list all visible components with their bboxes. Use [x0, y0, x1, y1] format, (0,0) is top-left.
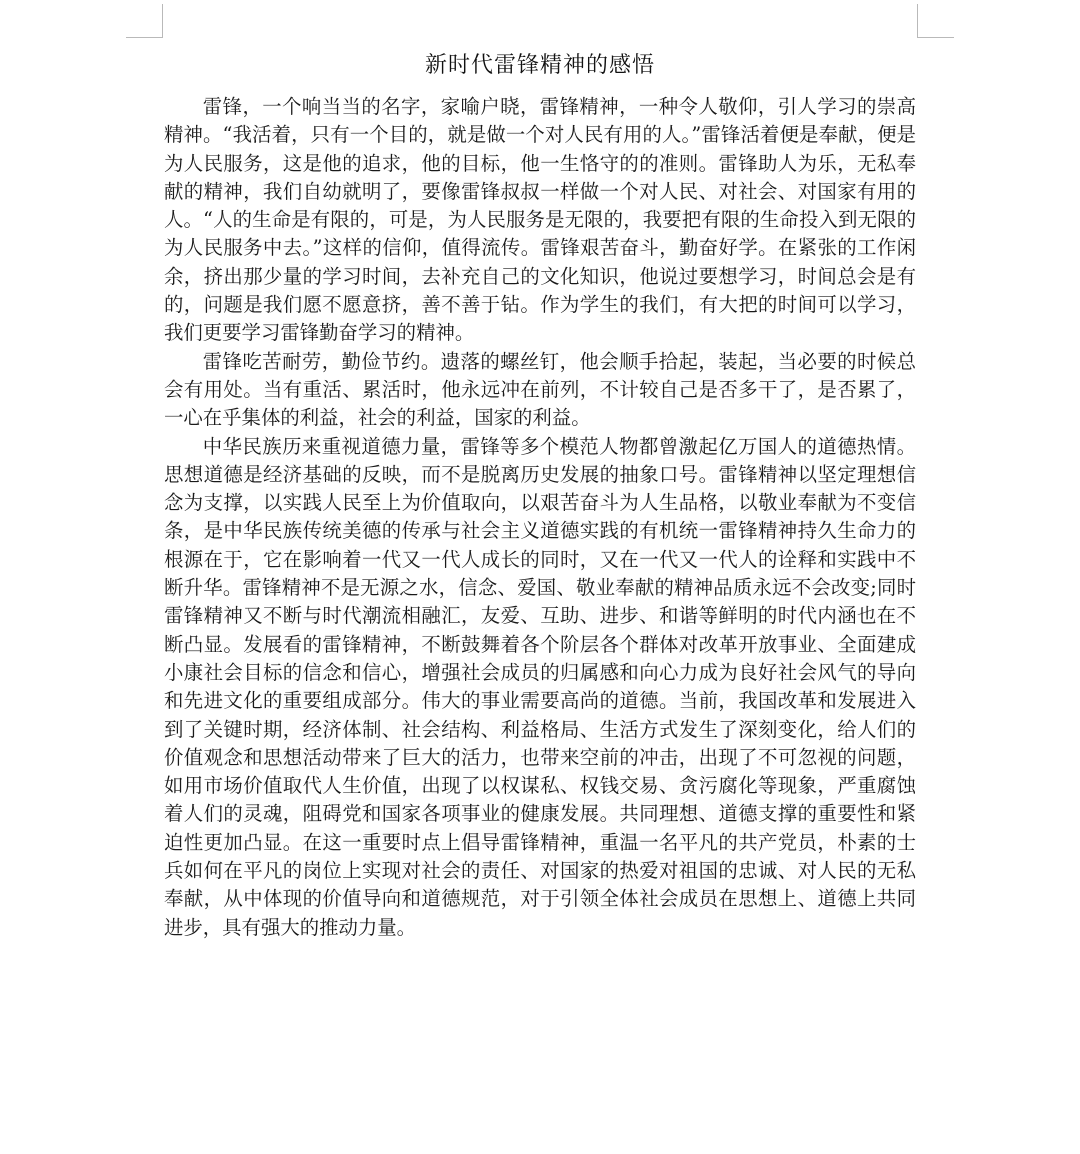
- paragraph: 雷锋，一个响当当的名字，家喻户晓，雷锋精神，一种令人敬仰，引人学习的崇高精神。“我活着，只有一个目的，就是做一个对人民有用的人。”雷锋活着便是奉献，便是为人民服务，这是他的追求，他的目标，他一生恪守的的准则。雷锋助人为乐，无私奉献的精神，我们自幼就明了，要像雷锋叔叔一样做一个对人民、对社会、对国家有用的人。“人的生命是有限的，可是，为人民服务是无限的，我要把有限的生命投入到无限的为人民服务中去。”这样的信仰，值得流传。雷锋艰苦奋斗，勤奋好学。在紧张的工作闲余，挤出那少量的学习时间，去补充自己的文化知识，他说过要想学习，时间总会是有的，问题是我们愿不愿意挤，善不善于钻。作为学生的我们，有大把的时间可以学习，我们更要学习雷锋勤奋学习的精神。: [164, 95, 916, 345]
- crop-mark-top-left-horizontal: [126, 37, 163, 38]
- crop-mark-top-right-vertical: [917, 4, 918, 38]
- crop-mark-top-right-horizontal: [917, 37, 954, 38]
- document-title: 新时代雷锋精神的感悟: [424, 53, 655, 78]
- crop-mark-top-left-vertical: [162, 4, 163, 38]
- paragraph: 中华民族历来重视道德力量，雷锋等多个模范人物都曾激起亿万国人的道德热情。思想道德是经济基础的反映，而不是脱离历史发展的抽象口号。雷锋精神以坚定理想信念为支撑，以实践人民至上为价值取向，以艰苦奋斗为人生品格，以敬业奉献为不变信条，是中华民族传统美德的传承与社会主义道德实践的有机统一雷锋精神持久生命力的根源在于，它在影响着一代又一代人成长的同时，又在一代又一代人的诠释和实践中不断升华。雷锋精神不是无源之水，信念、爱国、敬业奉献的精神品质永远不会改变;同时雷锋精神又不断与时代潮流相融汇，友爱、互助、进步、和谐等鲜明的时代内涵也在不断凸显。发展看的雷锋精神，不断鼓舞着各个阶层各个群体对改革开放事业、全面建成小康社会目标的信念和信心，增强社会成员的归属感和向心力成为良好社会风气的导向和先进文化的重要组成部分。伟大的事业需要高尚的道德。当前，我国改革和发展进入到了关键时期，经济体制、社会结构、利益格局、生活方式发生了深刻变化，给人们的价值观念和思想活动带来了巨大的活力，也带来空前的冲击，出现了不可忽视的问题，如用市场价值取代人生价值，出现了以权谋私、权钱交易、贪污腐化等现象，严重腐蚀着人们的灵魂，阻碍党和国家各项事业的健康发展。共同理想、道德支撑的重要性和紧迫性更加凸显。在这一重要时点上倡导雷锋精神，重温一名平凡的共产党员，朴素的士兵如何在平凡的岗位上实现对社会的责任、对国家的热爱对祖国的忠诚、对人民的无私奉献，从中体现的价值导向和道德规范，对于引领全体社会成员在思想上、道德上共同进步，具有强大的推动力量。: [164, 434, 916, 939]
- document-body: [164, 93, 916, 942]
- paragraph: 雷锋吃苦耐劳，勤俭节约。遗落的螺丝钉，他会顺手拾起，装起，当必要的时候总会有用处。当有重活、累活时，他永远冲在前列，不计较自己是否多干了，是否累了，一心在乎集体的利益，社会的利益，国家的利益。: [164, 349, 916, 430]
